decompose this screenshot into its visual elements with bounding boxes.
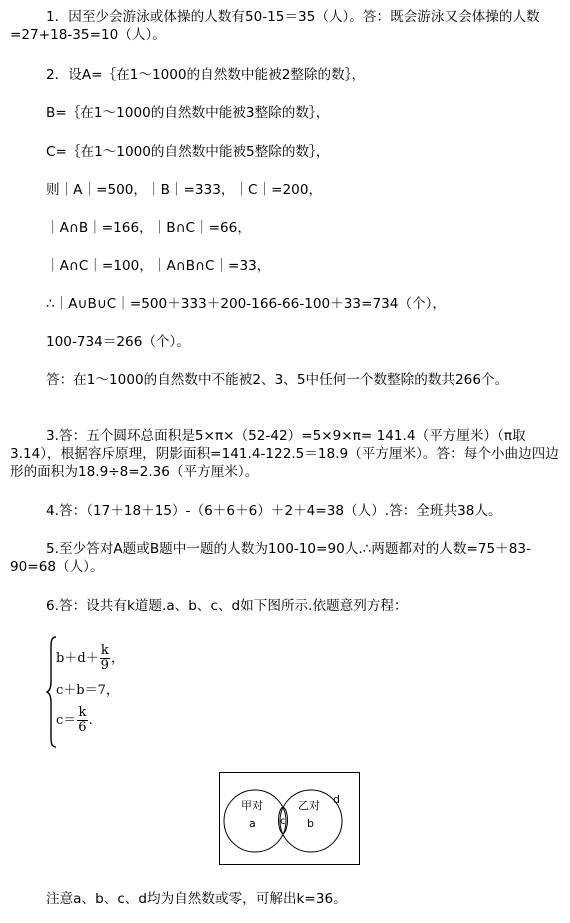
fraction-numerator: k [100, 643, 109, 658]
solution-2-line-7: ∴｜A∪B∪C｜=500＋333＋200-166-66-100＋33=734（个）， [46, 296, 446, 312]
fraction-numerator: k [78, 705, 87, 720]
final-note: 注意a、b、c、d均为自然数或零，可解出k=36。 [46, 891, 347, 907]
solution-5: 5.至少答对A题或B题中一题的人数为100-10=90人.∴两题都对的人数=75＋83-90=68（人）。 [10, 541, 531, 575]
universal-set-box [220, 773, 360, 865]
intersection-var: c [280, 816, 286, 827]
solution-2-line-5: ｜A∩B｜=166，｜B∩C｜=66， [46, 220, 251, 236]
solution-2-answer: 答：在1～1000的自然数中不能被2、3、5中任何一个数整除的数共266个。 [46, 372, 509, 388]
solution-2-line-8: 100-734＝266（个）。 [46, 334, 190, 350]
right-circle-title: 乙对 [298, 799, 320, 812]
solution-2-line-4: 则｜A｜=500，｜B｜=333，｜C｜=200， [46, 182, 323, 198]
right-circle-var: b [307, 817, 314, 830]
solution-3: 3.答：五个圆环总面积是5×π×（52-42）=5×9×π= 141.4（平方厘米）（π取3.14），根据容斥原理，阴影面积=141.4-122.5＝18.9（平方厘米）。答：每个小曲边四边形的面积为18.9÷8=2.36（平方厘米）。 [10, 428, 559, 480]
venn-diagram [219, 772, 361, 866]
equation-3 [56, 706, 93, 735]
fraction-denominator: 9 [100, 658, 109, 673]
solution-2-line-1: 2．设A=｛在1～1000的自然数中能被2整除的数｝， [46, 67, 366, 83]
solution-2-line-6: ｜A∩C｜=100，｜A∩B∩C｜=33， [46, 258, 271, 274]
equation-system [46, 636, 166, 748]
left-circle-var: a [249, 817, 256, 830]
solution-2-line-2: B=｛在1～1000的自然数中能被3整除的数｝， [46, 105, 330, 121]
fraction-k-over-9 [100, 644, 110, 673]
equation-1-suffix: ， [110, 651, 124, 666]
equation-2: c＋b＝7， [56, 683, 119, 698]
solution-1: 1．因至少会游泳或体操的人数有50-15＝35（人）。答：既会游泳又会体操的人数=27+18-35=10（人）。 [10, 9, 540, 43]
outside-var: d [333, 793, 340, 806]
equation-1 [56, 644, 124, 673]
solution-4: 4.答：（17＋18＋15）-（6＋6＋6）＋2＋4=38（人）.答：全班共38人。 [46, 503, 502, 519]
equation-3-left: c＝ [56, 713, 77, 728]
fraction-denominator: 6 [78, 720, 87, 735]
left-circle-title: 甲对 [241, 799, 263, 812]
fraction-k-over-6 [77, 706, 87, 735]
solution-2-line-3: C=｛在1～1000的自然数中能被5整除的数｝， [46, 144, 330, 160]
equation-3-suffix: . [88, 713, 93, 728]
equation-1-left: b＋d＋ [56, 651, 99, 666]
solution-6: 6.答：设共有k道题.a、b、c、d如下图所示.依题意列方程： [46, 598, 408, 614]
